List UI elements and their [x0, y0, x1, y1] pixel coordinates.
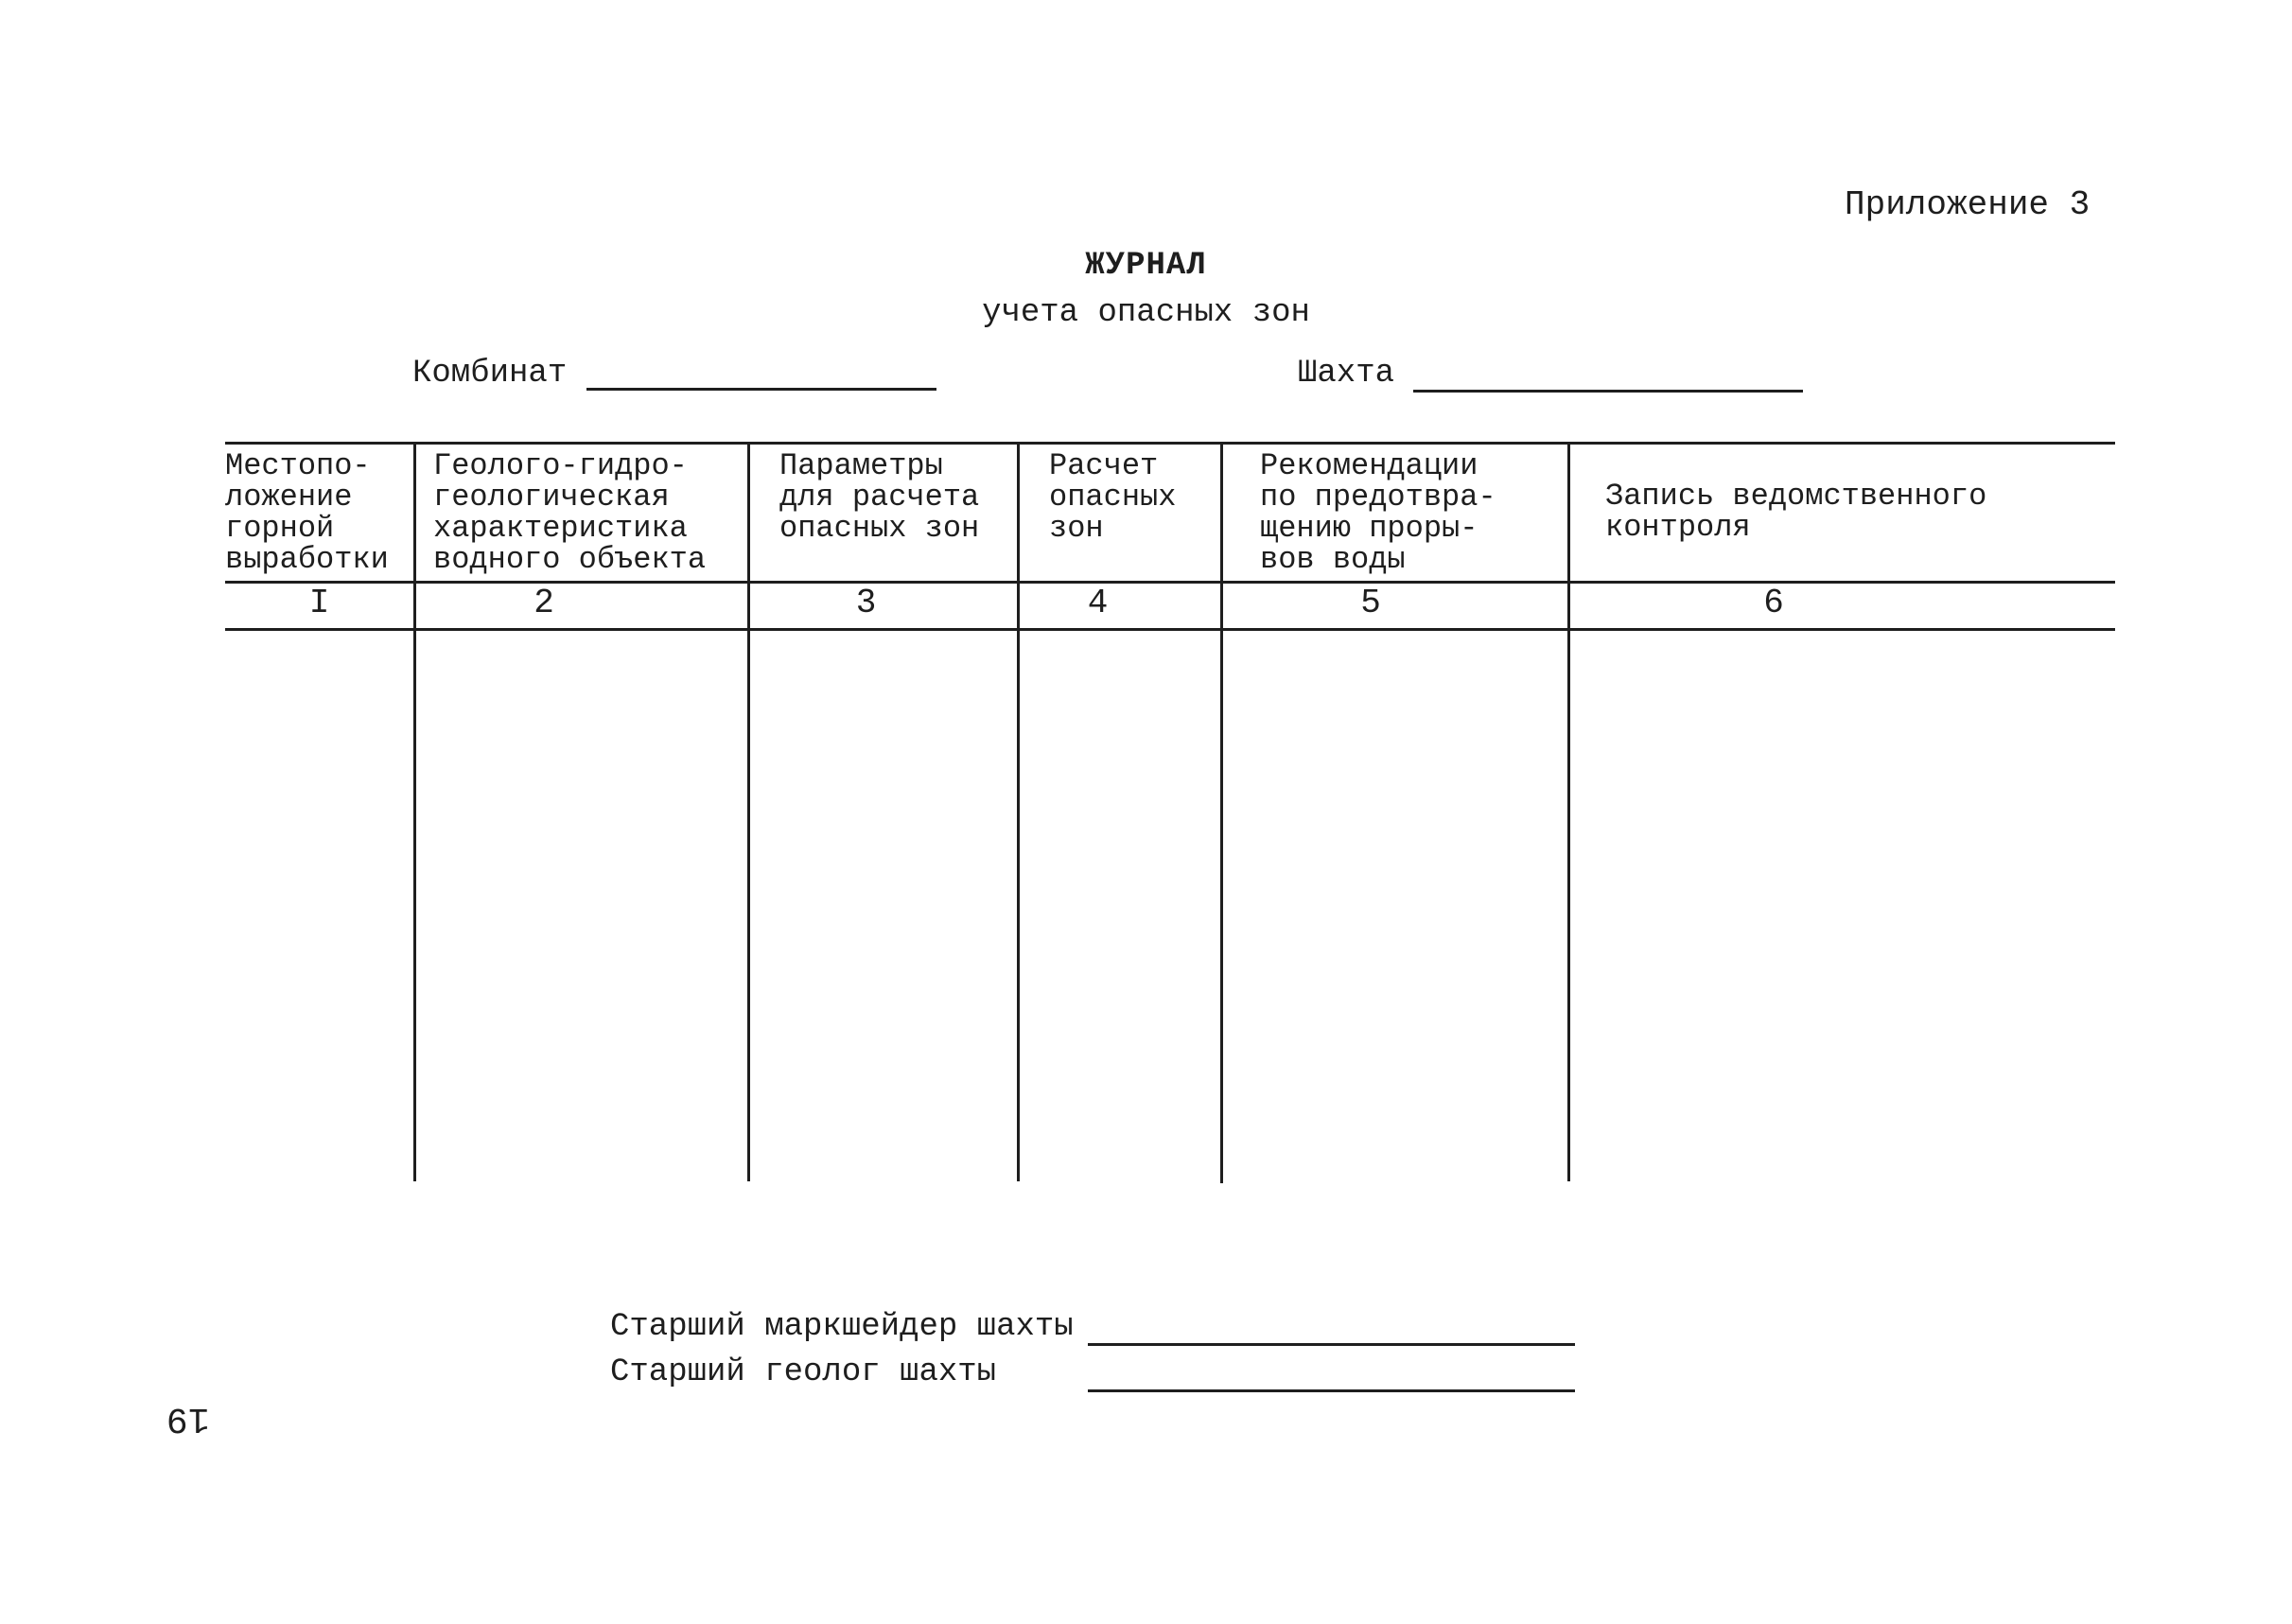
- journal-subtitle: учета опасных зон: [982, 295, 1310, 331]
- column-header-recommendations: Рекомендации по предотвра- щению проры- вов воды: [1260, 448, 1496, 577]
- column-number: 3: [855, 584, 877, 622]
- geologist-signature-line[interactable]: [1088, 1389, 1575, 1392]
- table-top-border: [225, 442, 2115, 445]
- column-header-parameters: Параметры для расчета опасных зон: [779, 448, 980, 546]
- journal-title: ЖУРНАЛ: [1085, 248, 1207, 284]
- column-header-hydrogeology: Геолого-гидро- геологическая характеристика водного объекта: [433, 448, 707, 577]
- column-number: I: [308, 584, 330, 622]
- column-number: 5: [1360, 584, 1381, 622]
- column-header-control-record: Запись ведомственного контроля: [1605, 479, 1987, 545]
- kombinat-label: Комбинат: [412, 356, 568, 392]
- geologist-signature-label: Старший геолог шахты: [610, 1354, 997, 1390]
- page-number: 19: [166, 1398, 210, 1439]
- shakhta-field-line[interactable]: [1413, 390, 1803, 393]
- surveyor-signature-label: Старший маркшейдер шахты: [610, 1309, 1074, 1345]
- kombinat-field-line[interactable]: [586, 388, 936, 391]
- column-header-calculation: Расчет опасных зон: [1049, 448, 1177, 546]
- table-number-divider: [225, 628, 2115, 631]
- table-column-divider: [1567, 442, 1570, 1181]
- shakhta-label: Шахта: [1298, 356, 1395, 392]
- column-number: 6: [1763, 584, 1784, 622]
- column-number: 4: [1087, 584, 1109, 622]
- table-column-divider: [1017, 442, 1020, 1181]
- column-number: 2: [534, 584, 554, 622]
- table-column-divider: [413, 442, 416, 1181]
- surveyor-signature-line[interactable]: [1088, 1343, 1575, 1346]
- table-column-divider: [1220, 442, 1223, 1183]
- appendix-label: Приложение 3: [1845, 185, 2091, 224]
- column-header-location: Местопо- ложение горной выработки: [225, 448, 389, 577]
- table-column-divider: [747, 442, 750, 1181]
